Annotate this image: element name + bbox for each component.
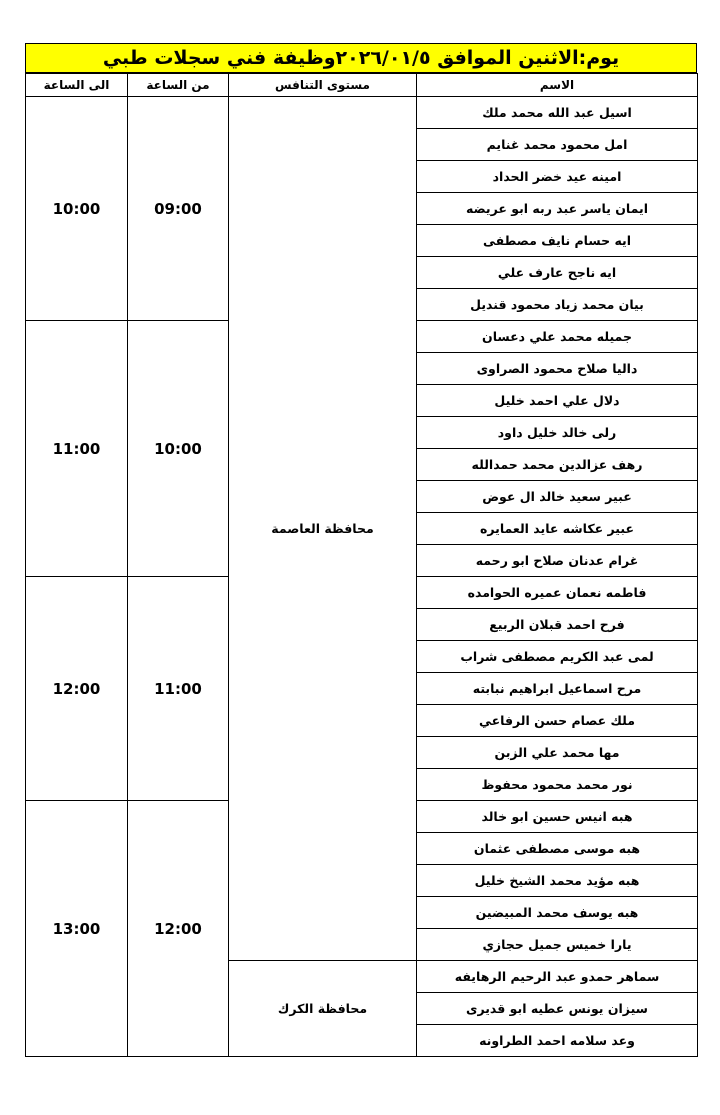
name-cell: هبه موسى مصطفى عثمان — [417, 833, 698, 865]
to-time-cell: 13:00 — [26, 801, 128, 1057]
table-row — [26, 97, 698, 129]
name-cell: هبه يوسف محمد المبيضين — [417, 897, 698, 929]
from-time-cell: 11:00 — [128, 577, 229, 801]
name-cell: عبير سعيد خالد ال عوض — [417, 481, 698, 513]
header-level: مستوى التنافس — [229, 74, 417, 97]
name-cell: ايه حسام نايف مصطفى — [417, 225, 698, 257]
name-cell: جميله محمد علي دعسان — [417, 321, 698, 353]
name-cell: سماهر حمدو عبد الرحيم الرهايفه — [417, 961, 698, 993]
header-row — [26, 74, 698, 97]
name-cell: امل محمود محمد غنايم — [417, 129, 698, 161]
name-cell: رلى خالد خليل داود — [417, 417, 698, 449]
name-cell: داليا صلاح محمود الصراوى — [417, 353, 698, 385]
to-time-cell: 10:00 — [26, 97, 128, 321]
name-cell: يارا خميس جميل حجازي — [417, 929, 698, 961]
name-cell: فاطمه نعمان عميره الحوامده — [417, 577, 698, 609]
name-cell: ايه ناجح عارف علي — [417, 257, 698, 289]
schedule-table — [25, 73, 698, 1057]
name-cell: عبير عكاشه عايد العمايره — [417, 513, 698, 545]
to-time-cell: 12:00 — [26, 577, 128, 801]
from-time-cell: 10:00 — [128, 321, 229, 577]
page-title: يوم:الاثنين الموافق ٢٠٢٦/٠١/٥وظيفة فني سجلات طبي — [25, 43, 697, 73]
name-cell: مها محمد علي الزبن — [417, 737, 698, 769]
header-name: الاسم — [417, 74, 698, 97]
header-from-time: من الساعة — [128, 74, 229, 97]
name-cell: وعد سلامه احمد الطراونه — [417, 1025, 698, 1057]
name-cell: ملك عصام حسن الرفاعي — [417, 705, 698, 737]
name-cell: بيان محمد زياد محمود قنديل — [417, 289, 698, 321]
from-time-cell: 09:00 — [128, 97, 229, 321]
to-time-cell: 11:00 — [26, 321, 128, 577]
name-cell: نور محمد محمود محفوظ — [417, 769, 698, 801]
schedule-sheet — [25, 43, 697, 1057]
name-cell: غرام عدنان صلاح ابو رحمه — [417, 545, 698, 577]
name-cell: ايمان ياسر عبد ربه ابو عريضه — [417, 193, 698, 225]
name-cell: هبه انيس حسين ابو خالد — [417, 801, 698, 833]
name-cell: اسيل عبد الله محمد ملك — [417, 97, 698, 129]
name-cell: امينه عيد خضر الحداد — [417, 161, 698, 193]
name-cell: رهف عزالدين محمد حمدالله — [417, 449, 698, 481]
name-cell: هبه مؤيد محمد الشيخ خليل — [417, 865, 698, 897]
level-cell: محافظة العاصمة — [229, 97, 417, 961]
name-cell: فرح احمد قبلان الربيع — [417, 609, 698, 641]
name-cell: لمى عبد الكريم مصطفى شراب — [417, 641, 698, 673]
name-cell: مرح اسماعيل ابراهيم نبابته — [417, 673, 698, 705]
name-cell: سيزان يونس عطيه ابو قديرى — [417, 993, 698, 1025]
schedule-body — [26, 97, 698, 1057]
header-to-time: الى الساعة — [26, 74, 128, 97]
from-time-cell: 12:00 — [128, 801, 229, 1057]
name-cell: دلال علي احمد خليل — [417, 385, 698, 417]
level-cell: محافظة الكرك — [229, 961, 417, 1057]
